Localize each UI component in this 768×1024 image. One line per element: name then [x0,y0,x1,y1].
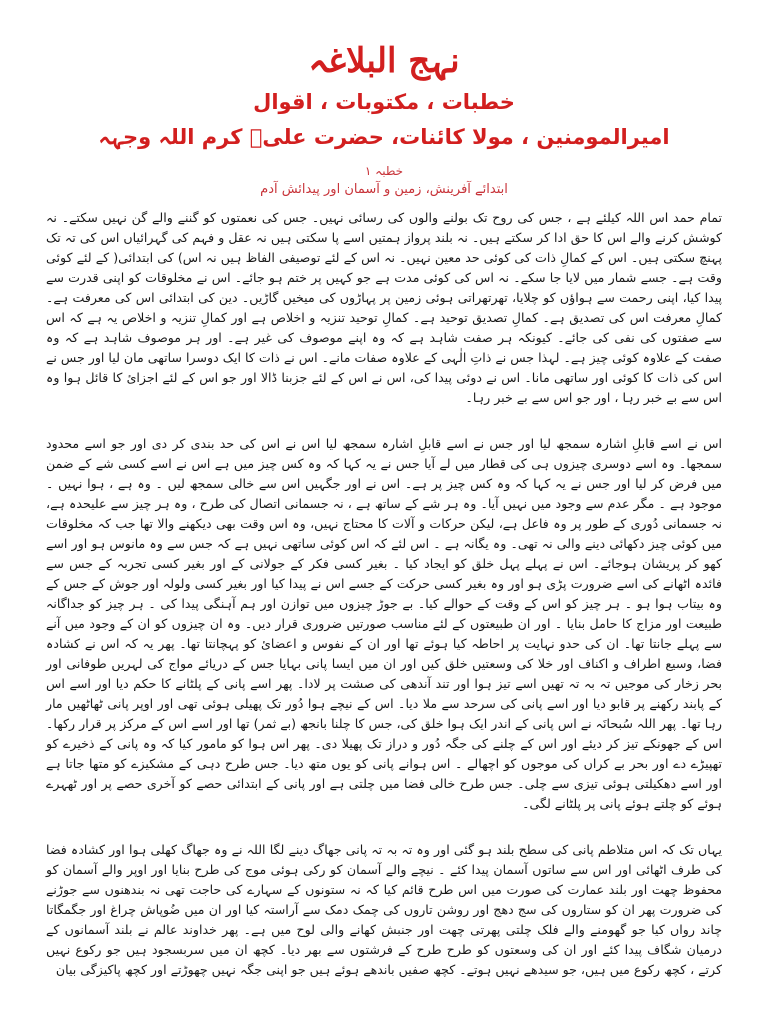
sermon-heading [46,162,722,200]
title-block [46,38,722,154]
paragraph-2: اس نے اسے قابلِ اشارہ سمجھ لیا اور جس نے اسے قابلِ اشارہ سمجھ لیا اس نے اس کی حد بندی کر دی اور جو اسے محدود سمجھا۔ وہ اسے دوسری چیزوں ہی کی قطار میں لے آیا جس نے یہ کہا کہ وہ کس چیز میں ہے اس نے اسے کسی شے کے ضمن میں فرض کر لیا اور جس نے یہ کہا کہ وہ کس چیز پر ہے۔ اس نے اور جگہیں اس سے خالی سمجھ لیں ۔ وہ ہے ، ہوا نہیں ۔ موجود ہے ۔ مگر عدم سے وجود میں نہیں آیا۔ وہ ہر شے کے ساتھ ہے ، نہ جسمانی اتصال کی طرح ، وہ ہر چیز سے علیحدہ ہے، نہ جسمانی دُوری کے طور پر وہ فاعل ہے، لیکن حرکات و آلات کا محتاج نہیں، وہ اس وقت بھی دیکھنے والا تھا جب کہ مخلوقات میں کوئی چیز دکھائی دینے والی نہ تھی۔ وہ یگانہ ہے ۔ اس لئے کہ اس کوئی ساتھی نہیں ہے کہ جس سے وہ مانوس ہو اور اسے کھو کر پریشان ہوجائے۔ اس نے پہلے پہل خلق کو ایجاد کیا ۔ بغیر کسی فکر کے جولانی کے اور بغیر کسی تجربہ کے جس سے فائدہ اٹھانے کی اسے ضرورت پڑی ہو اور وہ بغیر کسی حرکت کے جسے اس نے پیدا کیا اور بغیر کسی ولولہ اور جوش کے جس کے وہ بیتاب ہوا ہو ۔ ہر چیز کو اس کے وقت کے حوالے کیا۔ بے جوڑ چیزوں میں توازن اور ہم آہنگی پیدا کی ۔ ہر چیز کو جداگانہ طبیعت اور مزاج کا حامل بنایا ۔ اور ان طبیعتوں کے لئے مناسب صورتیں ضروری قرار دیں۔ وہ ان چیزوں کو ان کے وجود میں آنے سے پہلے جانتا تھا۔ ان کی حدو نہایت پر احاطہ کیا ہوئے تھا اور ان کے نفوس و اعضائ کو پہچانتا تھا۔ پھر یہ کہ اس نے کشادہ فضا، وسیع اطراف و اکناف اور خلا کی وسعتیں خلق کیں اور ان میں ایسا پانی بہایا جس کے دریائے مواج کی لہریں طوفانی اور بحر زخار کی موجیں تہ بہ تہ تھیں اسے تیز ہوا اور تند آندھی کی صشت پر لادا۔ پھر اسے پانی کے پلٹانے کا حکم دیا اور اسے اس کے پابند رکھنے پر قابو دیا اور اسے پانی کی سرحد سے ملا دیا۔ اس کے نیچے ہوا دُور تک پھیلی ہوئی تھی اور اوپر پانی ٹھاٹھیں مار رہا تھا۔ پھر اللہ سُبحانَہ نے اس پانی کے اندر ایک ہوا خلق کی، جس کا چلنا بانجھ (بے ثمر) تھا اور اسے اس کے مرکز پر قرار رکھا۔ اس کے جھونکے تیز کر دیئے اور اس کے چلنے کی جگہ دُور و دراز تک پھیلا دی۔ پھر اس ہوا کو مامور کیا کہ وہ پانی کے ذخیرے کو تھپیڑے دے اور بحر بے کراں کی موجوں کو اچھالے ۔ اس ہوانے پانی کو یوں متھ دیا۔ جس طرح دہی کے مشکیزے کو متھا جاتا ہے اور اسے دھکیلتی ہوئی تیزی سے چلی۔ جس طرح خالی فضا میں چلتی ہے اور پانی کے ابتدائی حصے کو آخری حصے پر اور ٹھہرے ہوئے کو چلتے ہوئے پانی پر پلٹانے لگی۔ [46,436,722,811]
sermon-number: خطبہ ۱ [364,164,404,178]
paragraph-3: یہاں تک کہ اس متلاطم پانی کی سطح بلند ہو گئی اور وہ تہ بہ تہ پانی جھاگ دینے لگا اللہ نے وہ جھاگ کھلی ہوا اور کشادہ فضا کی طرف اٹھائی اور اس سے ساتوں آسمان پیدا کئے ۔ نیچے والے آسمان کو رکی ہوئی موج کی طرح بنایا اور اوپر والے آسمان کو محفوظ چھت اور بلند عمارت کی صورت میں اس طرح قائم کیا کہ نہ ستونوں کے سہارے کی حاجت تھی نہ بندھنوں سے جوڑنے کی ضرورت پھر ان کو ستاروں کی سج دھج اور روشن تاروں کی چمک دمک سے آراستہ کیا اور ان میں ضُوپاش چراغ اور جگمگاتا چاند رواں کیا جو گھومنے والے فلک چلتی پھرتی چھت اور جنبش کھانے والی لوح میں ہے۔ پھر خداوند عالم نے بلند آسمانوں کے درمیان شگاف پیدا کئے اور ان کی وسعتوں کو طرح طرح کے فرشتوں سے بھر دیا۔ کچھ ان میں سربسجود ہیں جو رکوع نہیں کرتے ، کچھ رکوع میں ہیں، جو سیدھے نہیں ہوتے۔ کچھ صفیں باندھے ہوئے ہیں جو اپنی جگہ نہیں چھوڑتے اور کچھ پاکیزگی بیان [46,842,722,977]
book-subtitle: خطبات ، مکتوبات ، اقوال [253,90,515,114]
body-text [46,208,722,980]
paragraph-1: تمام حمد اس اللہ کیلئے ہے ، جس کی روح تک بولنے والوں کی رسائی نہیں۔ جس کی نعمتوں کو گننے والے گن نہیں سکتے۔ نہ کوشش کرنے والے اس کا حق ادا کر سکتے ہیں۔ نہ بلند پرواز ہمتیں اسے پا سکتی ہیں نہ عقل و فہم کی گہرائیاں اس کی تہ تک پہنچ سکتی ہیں۔ اس کے کمالِ ذات کی کوئی حد معین نہیں۔ نہ اس کے لئے توصیفی الفاظ ہیں نہ اس) کی ابتدائی( کے لئے کوئی وقت ہے۔ جسے شمار میں لایا جا سکے۔ نہ اس کی کوئی مدت ہے جو کہیں پر ختم ہو جائے۔ اس نے مخلوقات کو اپنی قدرت سے پیدا کیا، اپنی رحمت سے ہواؤں کو چلایا، تھرتھراتی ہوئی زمین پر پہاڑوں کی میخیں گاڑیں۔ دین کی ابتدائی اس کی معرفت ہے۔ کمالِ معرفت اس کی تصدیق ہے۔ کمالِ تصدیق توحید ہے۔ کمالِ توحید تنزیہ و اخلاص ہے اور کمالِ تنزیہ و اخلاص یہ ہے کہ اس سے صفتوں کی نفی کی جائے۔ کیونکہ ہر صفت شاہد ہے کہ وہ اپنے موصوف کی غیر ہے۔ اور ہر موصوف شاہد ہے کہ وہ صفت کے علاوہ کوئی چیز ہے۔ لہذا جس نے ذاتِ الٰہی کے علاوہ صفات مانے۔ اس نے ذات کا ایک دوسرا ساتھی مان لیا اور جس نے اس کی ذات کا کوئی اور ساتھی مانا۔ اس نے دوئی پیدا کی، اس نے اس کے لئے جزبنا ڈالا اور جو اس کے لئے اجزائ کا قائل ہوا وہ اس سے بے خبر رہا ، اور جو اس سے بے خبر رہا۔ [46,210,722,405]
book-title: نہج البلاغہ [308,41,460,81]
book-author: امیرالمومنین ، مولا کائنات، حضرت علیؑ کرم اللہ وجہہ [98,125,670,149]
sermon-title: ابتدائے آفرینش، زمین و آسمان اور پیدائش آدم [260,182,508,197]
